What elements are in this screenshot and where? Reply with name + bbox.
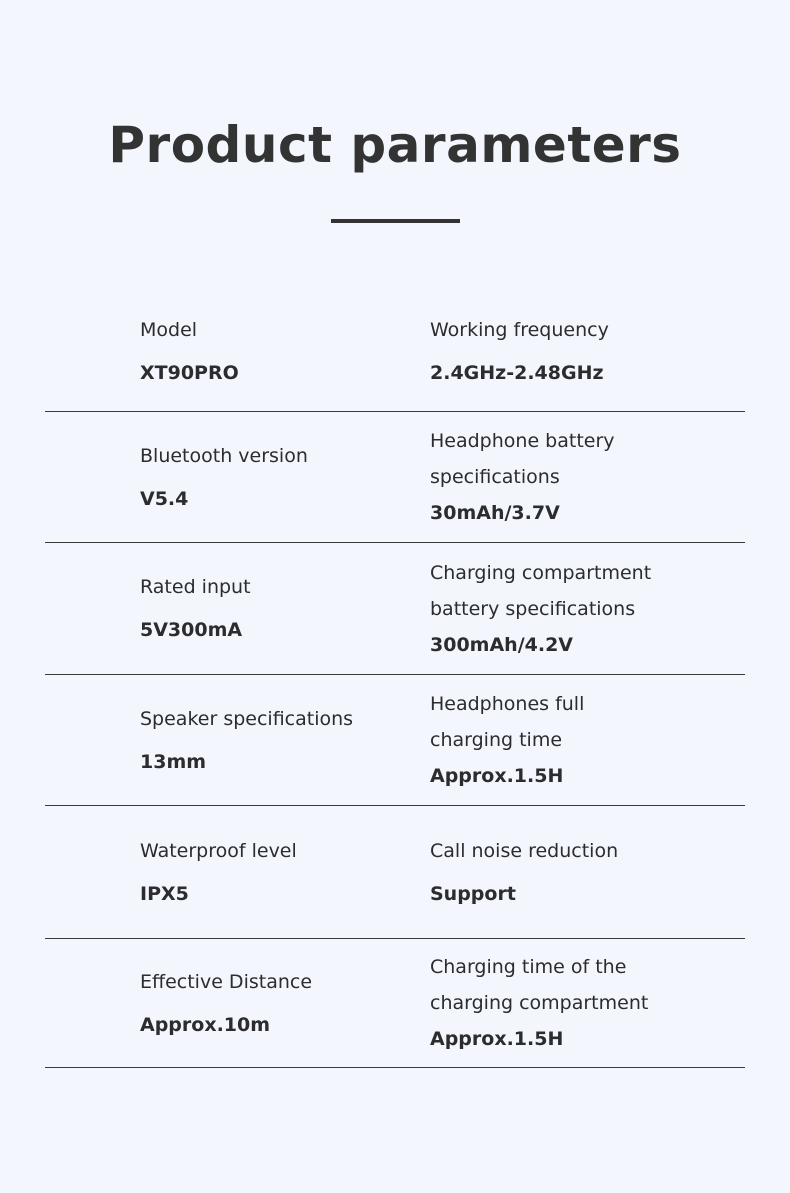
param-cell-model — [140, 292, 400, 411]
param-label: Working frequency — [430, 319, 609, 341]
param-label: Effective Distance — [140, 970, 313, 993]
param-label: Headphones full charging time — [430, 693, 585, 751]
param-value: V5.4 — [140, 487, 189, 510]
param-label: Waterproof level — [140, 839, 297, 862]
param-value: Approx.1.5H — [430, 1028, 564, 1050]
param-value: 13mm — [140, 750, 207, 773]
param-value: XT90PRO — [140, 362, 239, 384]
table-row — [45, 543, 745, 675]
title-divider — [331, 219, 460, 223]
param-label: Charging compartment battery specifications — [430, 561, 652, 620]
param-label: Rated input — [140, 576, 251, 598]
param-label: Speaker specifications — [140, 707, 354, 730]
param-value: 30mAh/3.7V — [430, 502, 560, 524]
param-cell-waterproof-level — [140, 806, 400, 938]
param-cell-headphone-battery — [430, 412, 730, 542]
param-cell-working-frequency — [430, 292, 730, 411]
param-cell-bluetooth-version — [140, 412, 400, 542]
param-value: Approx.1.5H — [430, 765, 564, 787]
param-value: 300mAh/4.2V — [430, 633, 573, 656]
param-cell-compartment-charging-time — [430, 939, 730, 1067]
table-row — [45, 292, 745, 412]
param-value: Support — [430, 882, 516, 905]
table-row — [45, 939, 745, 1068]
param-cell-rated-input — [140, 543, 400, 674]
page-title: Product parameters — [108, 116, 682, 174]
param-cell-effective-distance — [140, 939, 400, 1067]
param-label: Headphone battery specifications — [430, 430, 615, 488]
param-cell-compartment-battery — [430, 543, 730, 674]
param-value: IPX5 — [140, 882, 189, 905]
param-cell-call-noise-reduction — [430, 806, 730, 938]
param-label: Call noise reduction — [430, 839, 619, 862]
param-cell-speaker-specifications — [140, 675, 400, 805]
param-label: Charging time of the charging compartment — [430, 956, 649, 1014]
param-cell-headphones-charging-time — [430, 675, 730, 805]
param-value: 5V300mA — [140, 619, 243, 641]
param-value: Approx.10m — [140, 1013, 271, 1036]
table-row — [45, 806, 745, 939]
parameters-table — [45, 292, 745, 1068]
table-row — [45, 675, 745, 806]
param-label: Model — [140, 319, 198, 341]
param-value: 2.4GHz-2.48GHz — [430, 362, 604, 384]
param-label: Bluetooth version — [140, 444, 308, 467]
table-row — [45, 412, 745, 543]
